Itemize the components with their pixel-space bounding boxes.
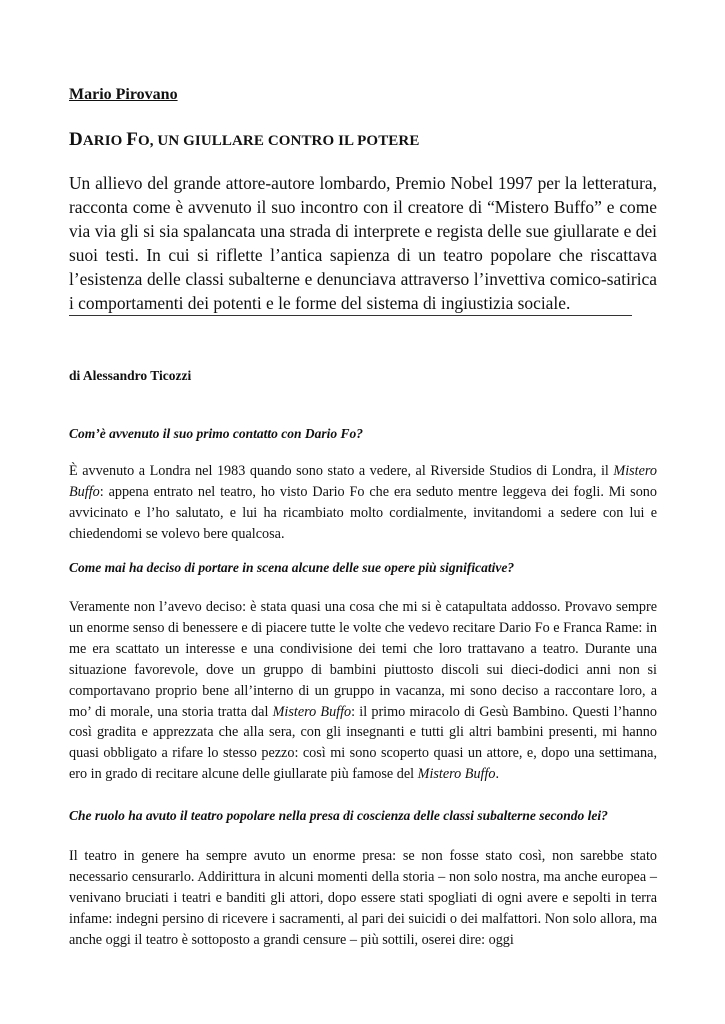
article-title [69, 129, 419, 151]
separator-line [69, 315, 632, 316]
title-initial-d: D [69, 129, 83, 150]
answer-text: Il teatro in genere ha sempre avuto un enorme presa: se non fosse stato così, non sarebbe stato necessario censurarlo. Addirittura in alcuni momenti della storia – non solo nostra, ma anche europea – venivano bruciati i teatri e banditi gli attori, dopo essere stati spogliati di ogni avere e sepolti in terra infame: indegni persino di ricevere i sacramenti, al pari dei suicidi o dei malfattori. Non solo allora, ma anche oggi il teatro è sottoposto a grandi censure – più sottili, oserei dire: oggi [69, 848, 657, 948]
answer-text: . [495, 766, 500, 783]
question-1: Com’è avvenuto il suo primo contatto con Dario Fo? [69, 426, 364, 441]
answer-text: Veramente non l’avevo deciso: è stata quasi una cosa che mi si è catapultata addosso. Provavo sempre un enorme senso di benessere e di piacere tutte le volte che vedevo recitare Dario Fo e Franca Rame: in me era scattato un interesse e una condivisione dei temi che loro trattavano a teatro. Durante una situazione favorevole, dove un gruppo di bambini piuttosto discoli sui dieci-dodici anni non si comportavano proprio bene all’interno di un gruppo in vacanza, mi sono deciso a raccontare loro, a mo’ di morale, una storia tratta dal [69, 599, 657, 720]
answer-2 [69, 597, 657, 785]
answer-1 [69, 461, 657, 545]
answer-italic-title: Mistero Buffo [69, 463, 657, 500]
answer-text: : il primo miracolo di Gesù Bambino. Questi l’hanno così gradita e apprezzata che alla sera, con gli insegnanti e tutti gli altri bambini presenti, mi hanno quasi obbligato a rifare lo stesso pezzo: così mi sono scoperto quasi un attore, e, dopo una settimana, ero in grado di recitare alcune delle giullarate più famose del [69, 703, 657, 783]
title-part-2: O, UN GIULLARE CONTRO IL POTERE [137, 133, 420, 149]
answer-text: È avvenuto a Londra nel 1983 quando sono stato a vedere, al Riverside Studios di Londra, il [69, 463, 614, 479]
byline: di Alessandro Ticozzi [69, 368, 192, 383]
question-2: Come mai ha deciso di portare in scena alcune delle sue opere più significative? [69, 560, 515, 575]
author-name: Mario Pirovano [69, 86, 178, 103]
answer-3 [69, 846, 657, 951]
title-part-1: ARIO [82, 133, 127, 149]
title-initial-f: F [126, 129, 138, 150]
answer-italic-title: Mistero Buffo [417, 766, 496, 783]
lead-paragraph: Un allievo del grande attore-autore lombardo, Premio Nobel 1997 per la letteratura, racconta come è avvenuto il suo incontro con il creatore di “Mistero Buffo” e come via via gli si sia spalancata una strada di interprete e regista delle sue giullarate e dei suoi testi. In cui si riflette l’antica sapienza di un teatro popolare che riscattava l’esistenza delle classi subalterne e denunciava attraverso l’invettiva comico-satirica i comportamenti dei potenti e le forme del sistema di ingiustizia sociale. [69, 173, 657, 313]
answer-italic-title: Mistero Buffo [272, 703, 352, 720]
answer-text: : appena entrato nel teatro, ho visto Dario Fo che era seduto mentre leggeva dei fogli. Mi sono avvicinato e l’ho salutato, e lui ha ricambiato molto cordialmente, invitandomi a sedere con lui e chiedendomi se volevo bere qualcosa. [69, 483, 657, 542]
question-3: Che ruolo ha avuto il teatro popolare nella presa di coscienza delle classi subalterne secondo lei? [69, 808, 608, 823]
